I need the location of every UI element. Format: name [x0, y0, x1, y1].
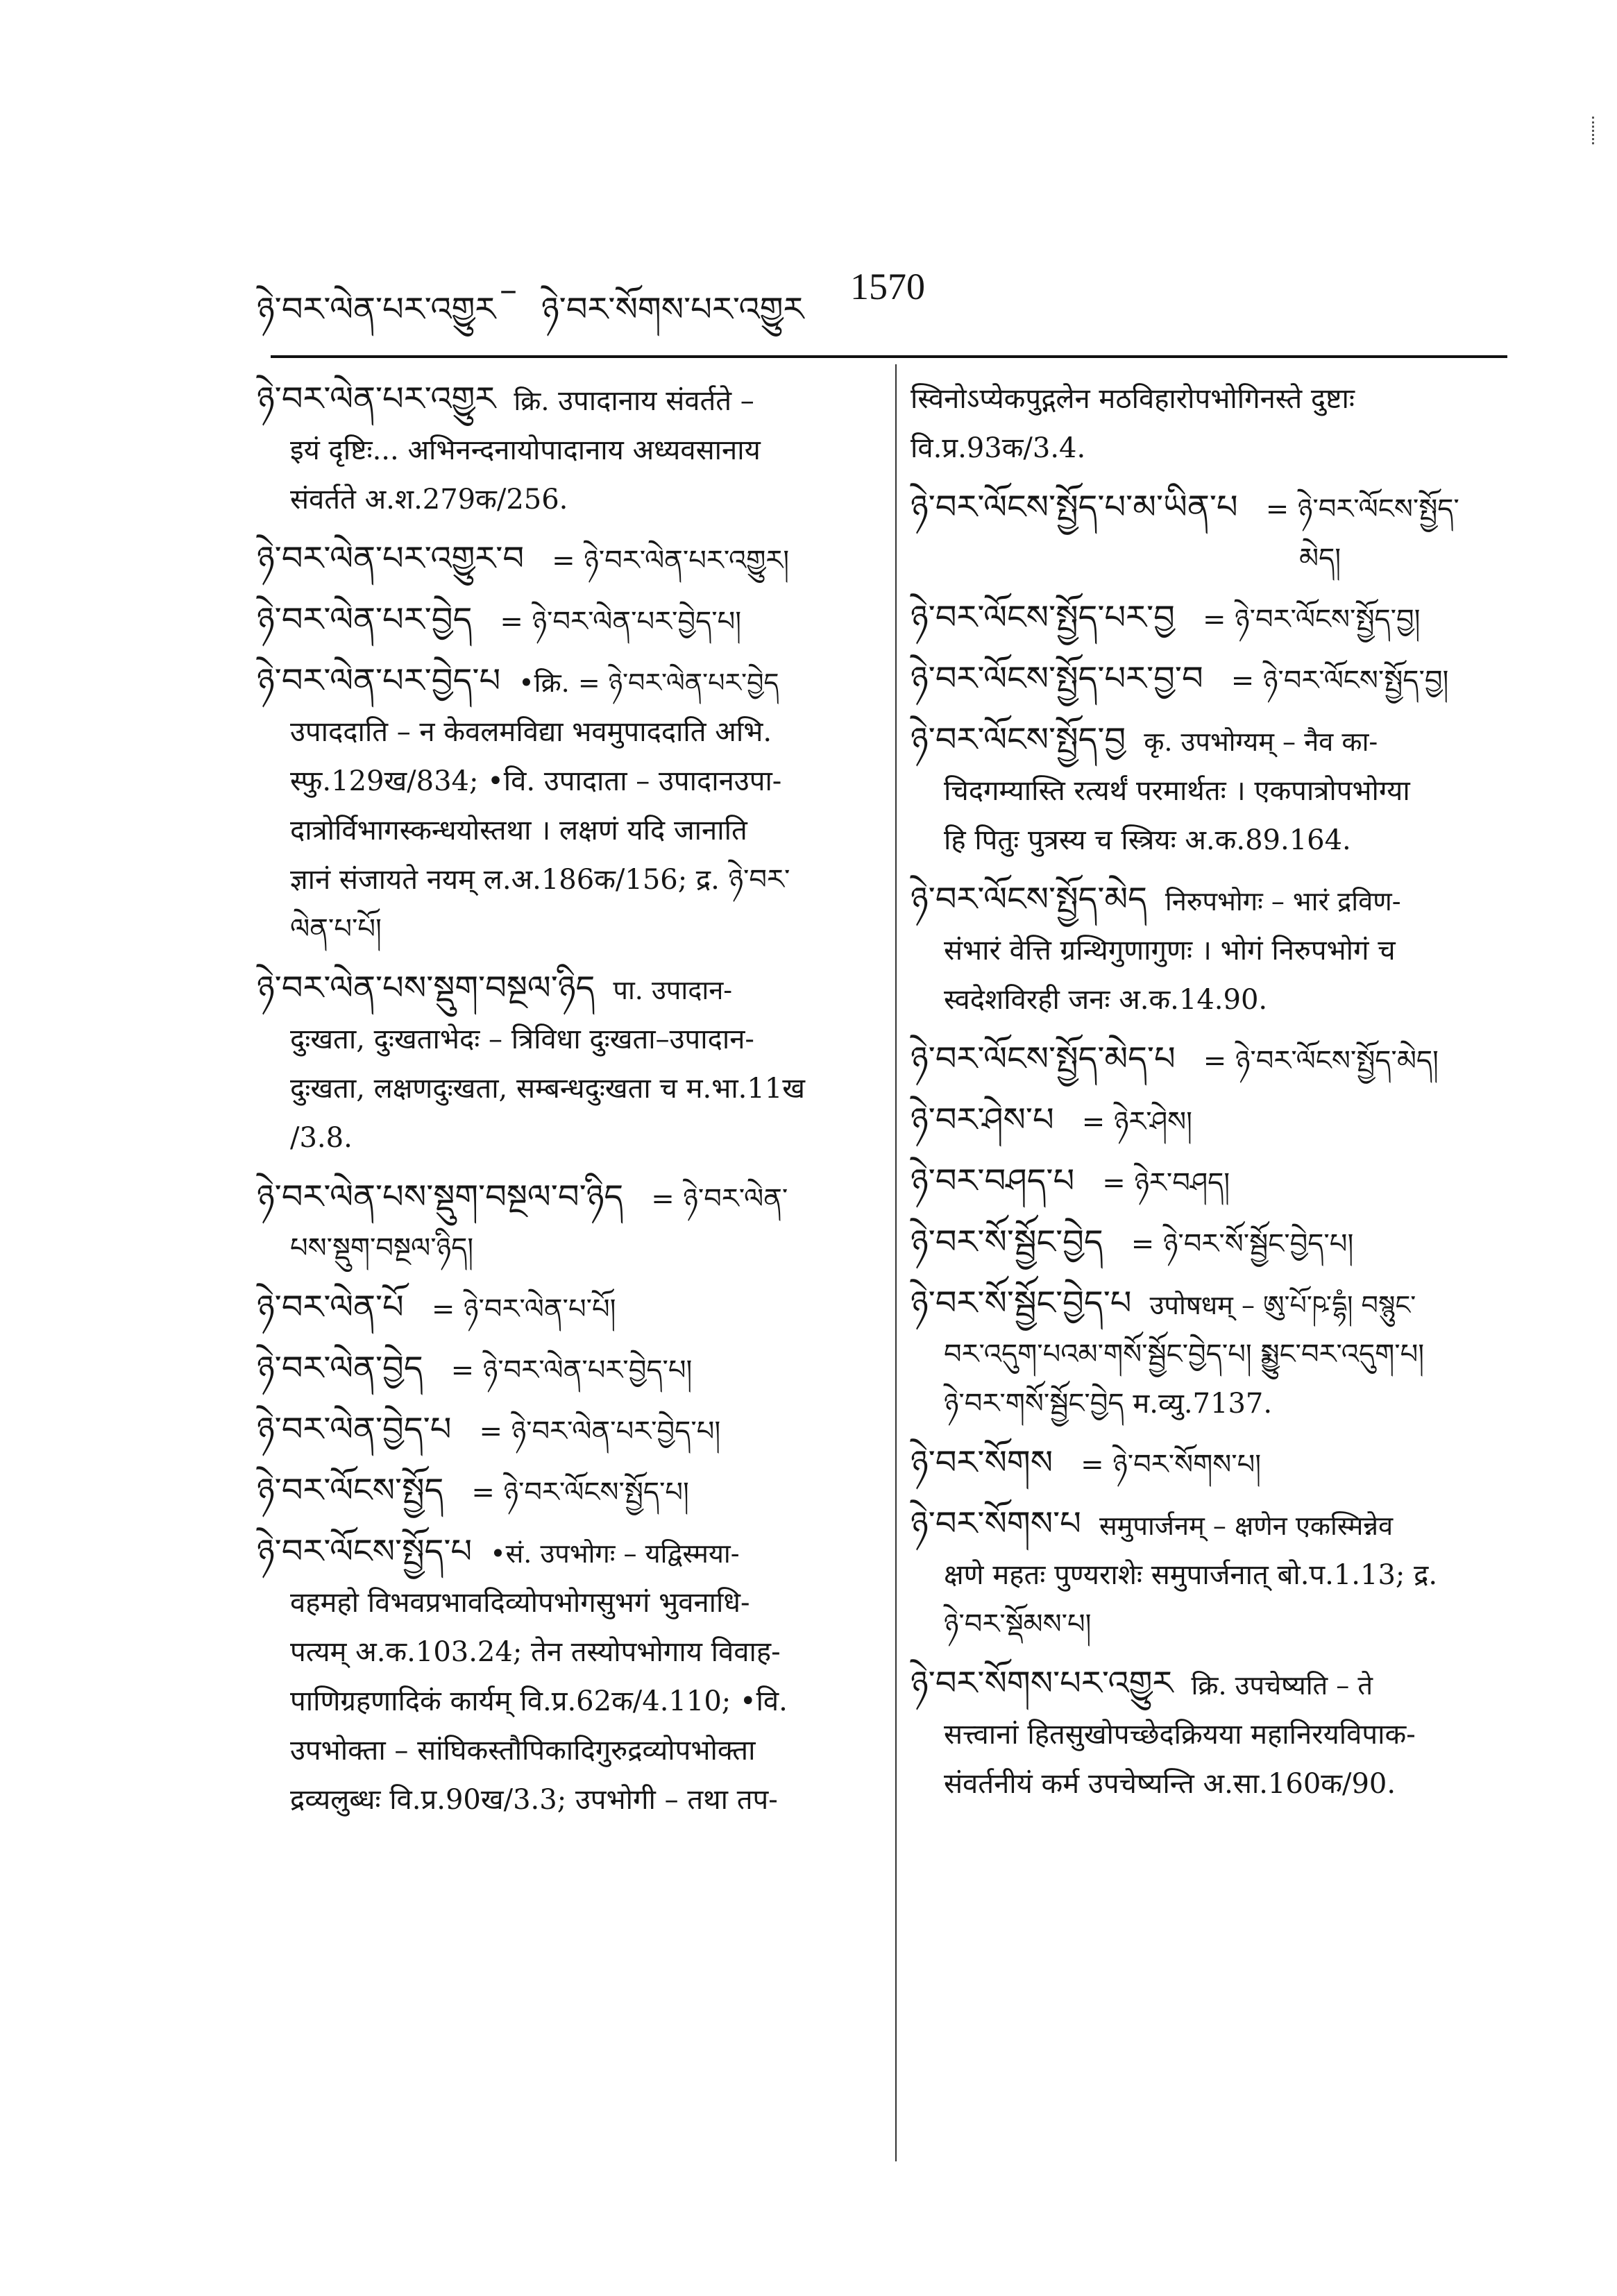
entry-headword: ཉེ་བར་སོགས་པར་འགྱུར [911, 1664, 1174, 1703]
entry-headword: ཉེ་བར་ལོངས་སྤྱོད [257, 1471, 444, 1510]
entry-text-line: वि.प्र.93क/3.4. [911, 432, 1086, 464]
entry-text-line: सत्त्वानां हितसुखोपच्छेदक्रियया महानिरयविपाक- [944, 1719, 1416, 1751]
entry-headword: ཉེ་བར་ལོངས་སྤྱོད་བྱ [911, 720, 1126, 759]
entry-first-line [257, 1283, 867, 1334]
entry-headword: ཉེ་བར་ལེན་པས་སྡུག་བསྔལ་ཉིད [257, 969, 595, 1007]
entry-text-line: མེད། [1299, 543, 1341, 575]
entry-first-line [257, 1344, 867, 1395]
entry-text-line: दुःखता, लक्षणदुःखता, सम्बन्धदुःखता च म.भा.11ख [290, 1073, 806, 1105]
entry-text-line: उपभोक्ता – सांघिकस्तौपिकादिगुरुद्रव्योपभोक्ता [290, 1735, 756, 1767]
entry-definition: समुपार्जनम् – क्षणेन एकस्मिन्नेव [1099, 1511, 1394, 1541]
dictionary-entry [257, 964, 867, 1163]
entry-cross-reference: = ཉེར་ཤེས། [1081, 1106, 1193, 1138]
entry-headword: ཉེ་བར་སོ་སྦྱོང་བྱེད་པ [911, 1284, 1132, 1323]
entry-cross-reference: = ཉེ་བར་ལོངས་སྤྱོད་ [1265, 493, 1459, 525]
entry-headword: ཉེ་བར་སོགས [911, 1443, 1053, 1482]
left-column [257, 375, 867, 1835]
entry-text-line: संभारं वेत्ति ग्रन्थिगुणागुणः । भोगं निरुपभोगं च [944, 935, 1396, 967]
dictionary-entry [257, 656, 867, 954]
dictionary-entry [911, 1157, 1507, 1208]
entry-first-line [911, 593, 1507, 645]
entry-headword: ཉེ་བར་སོགས་པ [911, 1504, 1081, 1543]
entry-cross-reference: = ཉེ་བར་ལོངས་སྤྱོད་མེད། [1203, 1045, 1439, 1077]
right-column [911, 375, 1507, 1819]
dictionary-entry [911, 593, 1507, 645]
entry-first-line [911, 1218, 1507, 1269]
entry-first-line [911, 1438, 1507, 1490]
entry-headword: ཉེ་བར་ལེན་པར་བྱེད [257, 600, 473, 639]
header-rule [271, 355, 1507, 358]
header-right-headword: ཉེ་བར་སོགས་པར་འགྱུར [541, 290, 804, 329]
entry-text-line: ཉེ་བར་སྡོམས་པ། [944, 1608, 1092, 1640]
entry-headword: ཉེ་བར་ལོངས་སྤྱོད་པར་བྱ་བ [911, 659, 1203, 698]
entry-first-line [257, 595, 867, 647]
entry-first-line [911, 654, 1507, 706]
dictionary-entry [911, 1279, 1507, 1429]
dictionary-entry [911, 483, 1507, 584]
entry-definition: कृ. उपभोग्यम् – नैव का- [1144, 726, 1378, 757]
dictionary-entry [911, 654, 1507, 706]
margin-mark [1592, 117, 1598, 144]
page-header [257, 257, 1506, 333]
entry-first-line [257, 375, 867, 426]
entry-headword: ཉེ་བར་སོ་སྦྱོང་བྱེད [911, 1223, 1103, 1261]
entry-text-line: द्रव्यलुब्धः वि.प्र.90ख/3.3; उपभोगी – तथा तप- [290, 1784, 778, 1816]
entry-text-line: हि पितुः पुत्रस्य च स्त्रियः अ.क.89.164. [944, 824, 1351, 856]
entry-text-line: पाणिग्रहणादिकं कार्यम् वि.प्र.62क/4.110; •वि. [290, 1685, 788, 1717]
entry-cross-reference: = ཉེར་བཤད། [1102, 1167, 1230, 1199]
entry-cross-reference: = ཉེ་བར་ལེན་པར་འགྱུར། [552, 545, 790, 577]
entry-first-line [257, 964, 867, 1015]
header-dash: – [500, 269, 517, 309]
entry-headword: ཉེ་བར་ལོངས་སྤྱོད་པ [257, 1532, 473, 1571]
entry-cross-reference: = ཉེ་བར་ལོངས་སྤྱོད་བྱ། [1230, 665, 1449, 697]
entry-first-line [257, 1173, 867, 1224]
entry-text-line: वहमहो विभवप्रभावदिव्योपभोगसुभगं भुवनाधि- [290, 1587, 750, 1619]
entry-first-line [911, 1035, 1507, 1086]
entry-headword: ཉེ་བར་ལེན་པར་བྱེད་པ [257, 661, 501, 700]
entry-definition: •क्रि. = ཉེ་བར་ལེན་པར་བྱེད [518, 667, 779, 698]
dictionary-entry [257, 1405, 867, 1456]
dictionary-entry [911, 1035, 1507, 1086]
header-left-headword: ཉེ་བར་ལེན་པར་འགྱུར [257, 290, 496, 329]
entry-headword: ཉེ་བར་ལོངས་སྤྱོད་པར་བྱ [911, 598, 1175, 637]
entry-text-line: /3.8. [290, 1122, 353, 1154]
dictionary-entry [257, 534, 867, 586]
entry-first-line [911, 1659, 1507, 1710]
entry-first-line [257, 1405, 867, 1456]
entry-definition: क्रि. [514, 386, 550, 416]
dictionary-entry [257, 1344, 867, 1395]
entry-cross-reference: = ཉེ་བར་ལེན་པར་བྱེད་པ། [500, 606, 742, 638]
entry-text-line: इयं दृष्टिः... अभिनन्दनायोपादानाय अध्यवसानाय [290, 434, 761, 466]
entry-definition: पा. उपादान- [613, 975, 733, 1005]
dictionary-entry [911, 1499, 1507, 1649]
entry-text-line: पत्यम् अ.क.103.24; तेन तस्योपभोगाय विवाह- [290, 1636, 781, 1668]
entry-first-line [257, 1466, 867, 1517]
entry-text-line: བར་འདུག་པའམ་གསོ་སྦྱོང་བྱེད་པ། སྨྱུང་བར་འདུག་པ། [944, 1338, 1425, 1370]
entry-text-line: संवर्तते अ.श.279क/256. [290, 484, 568, 516]
entry-gloss: उपादानाय संवर्तते – [549, 385, 754, 417]
dictionary-entry [257, 1527, 867, 1825]
entry-text-line: स्फु.129ख/834; •वि. उपादाता – उपादानउपा- [290, 765, 782, 797]
entry-headword: ཉེ་བར་ལེན་པར་འགྱུར [257, 380, 496, 418]
entry-cross-reference: = ཉེ་བར་ལེན་པ་པོ། [431, 1293, 616, 1325]
entry-text-line: ཉེ་བར་གསོ་སྦྱོང་བྱེད म.व्यु.7137. [944, 1388, 1273, 1420]
entry-headword: ཉེ་བར་ལོངས་སྤྱོད་པ་མ་ཡིན་པ [911, 488, 1238, 527]
entry-headword: ཉེ་བར་ལོངས་སྤྱོད་མེད་པ [911, 1039, 1176, 1078]
entry-text-line: संवर्तनीयं कर्म उपचेष्यन्ति अ.सा.160क/90. [944, 1768, 1396, 1800]
entry-headword: ཉེ་བར་ལོངས་སྤྱོད་མེད [911, 880, 1147, 919]
dictionary-entry [257, 595, 867, 647]
entry-headword: ཉེ་བར་ལེན་པར་འགྱུར་བ [257, 539, 525, 578]
entry-first-line [257, 1527, 867, 1579]
entry-cross-reference: = ཉེ་བར་ལེན་པར་བྱེད་པ། [450, 1354, 693, 1386]
entry-text-line: स्वदेशविरही जनः अ.क.14.90. [944, 984, 1268, 1016]
entry-cross-reference: = ཉེ་བར་སོགས་པ། [1081, 1449, 1262, 1481]
entry-text-line: दात्रोर्विभागस्कन्धयोस्तथा । लक्षणं यदि जानाति [290, 815, 747, 847]
entry-first-line [257, 656, 867, 708]
entry-first-line [257, 534, 867, 586]
entry-text-line: स्विनोऽप्येकपुद्गलेन मठविहारोपभोगिनस्ते दुष्टाः [911, 383, 1355, 415]
entry-headword: ཉེ་བར་བཤད་པ [911, 1162, 1075, 1200]
entry-definition: •सं. उपभोगः – यद्विस्मया- [490, 1538, 740, 1569]
entry-text-line: चिदगम्यास्ति रत्यर्थं परमार्थतः । एकपात्रोपभोग्या [944, 775, 1410, 807]
dictionary-entry [257, 375, 867, 525]
entry-cross-reference: = ཉེ་བར་ལོངས་སྤྱོད་པ། [471, 1477, 689, 1508]
dictionary-entry [911, 375, 1507, 473]
entry-cross-reference: = ཉེ་བར་ལེན་ [651, 1183, 788, 1215]
entry-text-line: उपाददाति – न केवलमविद्या भवमुपाददाति अभि. [290, 716, 772, 748]
entry-headword: ཉེ་བར་ལེན་པས་སྡུག་བསྔལ་བ་ཉིད [257, 1177, 624, 1216]
dictionary-entry [911, 1096, 1507, 1147]
entry-text-line: दुःखता, दुःखताभेदः – त्रिविधा दुःखता–उपादान- [290, 1023, 754, 1055]
entry-headword: ཉེ་བར་ལེན་པོ [257, 1288, 404, 1327]
entry-text-line: ལེན་པ་པོ། [290, 913, 382, 945]
entry-text-line: པས་སྡུག་བསྔལ་ཉིད། [290, 1232, 474, 1264]
dictionary-entry [257, 1466, 867, 1517]
page-number: 1570 [850, 266, 925, 307]
entry-first-line [911, 1096, 1507, 1147]
entry-first-line [911, 1279, 1507, 1330]
entry-headword: ཉེ་བར་ལེན་བྱེད་པ [257, 1410, 452, 1449]
dictionary-entry [911, 715, 1507, 865]
entry-definition: निरुपभोगः – भारं द्रविण- [1165, 886, 1401, 917]
entry-first-line [911, 483, 1507, 534]
dictionary-entry [911, 875, 1507, 1025]
entry-text-line: क्षणे महतः पुण्यराशेः समुपार्जनात् बो.प.1.13; द्र. [944, 1559, 1438, 1591]
entry-headword: ཉེ་བར་ཤེས་པ [911, 1100, 1054, 1139]
entry-cross-reference: = ཉེ་བར་ལེན་པར་བྱེད་པ། [479, 1415, 721, 1447]
entry-definition: क्रि. उपचेष्यति – ते [1191, 1670, 1373, 1701]
column-divider [895, 364, 897, 2161]
entry-first-line [911, 1499, 1507, 1551]
dictionary-entry [257, 1173, 867, 1273]
entry-cross-reference: = ཉེ་བར་སོ་སྦྱོང་བྱེད་པ། [1131, 1228, 1354, 1260]
entry-first-line [911, 1157, 1507, 1208]
dictionary-entry [911, 1438, 1507, 1490]
entry-headword: ཉེ་བར་ལེན་བྱེད [257, 1349, 423, 1388]
entry-text-line: ज्ञानं संजायते नयम् ल.अ.186क/156; द्र. ཉེ་བར་ [290, 864, 790, 896]
entry-first-line [911, 875, 1507, 926]
entry-definition: उपोषधम् – ཨུ་པོ་ཥ་དྷཾ། བསྙུང་ [1149, 1290, 1416, 1320]
dictionary-entry [257, 1283, 867, 1334]
dictionary-entry [911, 1218, 1507, 1269]
entry-cross-reference: = ཉེ་བར་ལོངས་སྤྱོད་བྱ། [1202, 604, 1421, 636]
entry-first-line [911, 715, 1507, 767]
dictionary-entry [911, 1659, 1507, 1809]
